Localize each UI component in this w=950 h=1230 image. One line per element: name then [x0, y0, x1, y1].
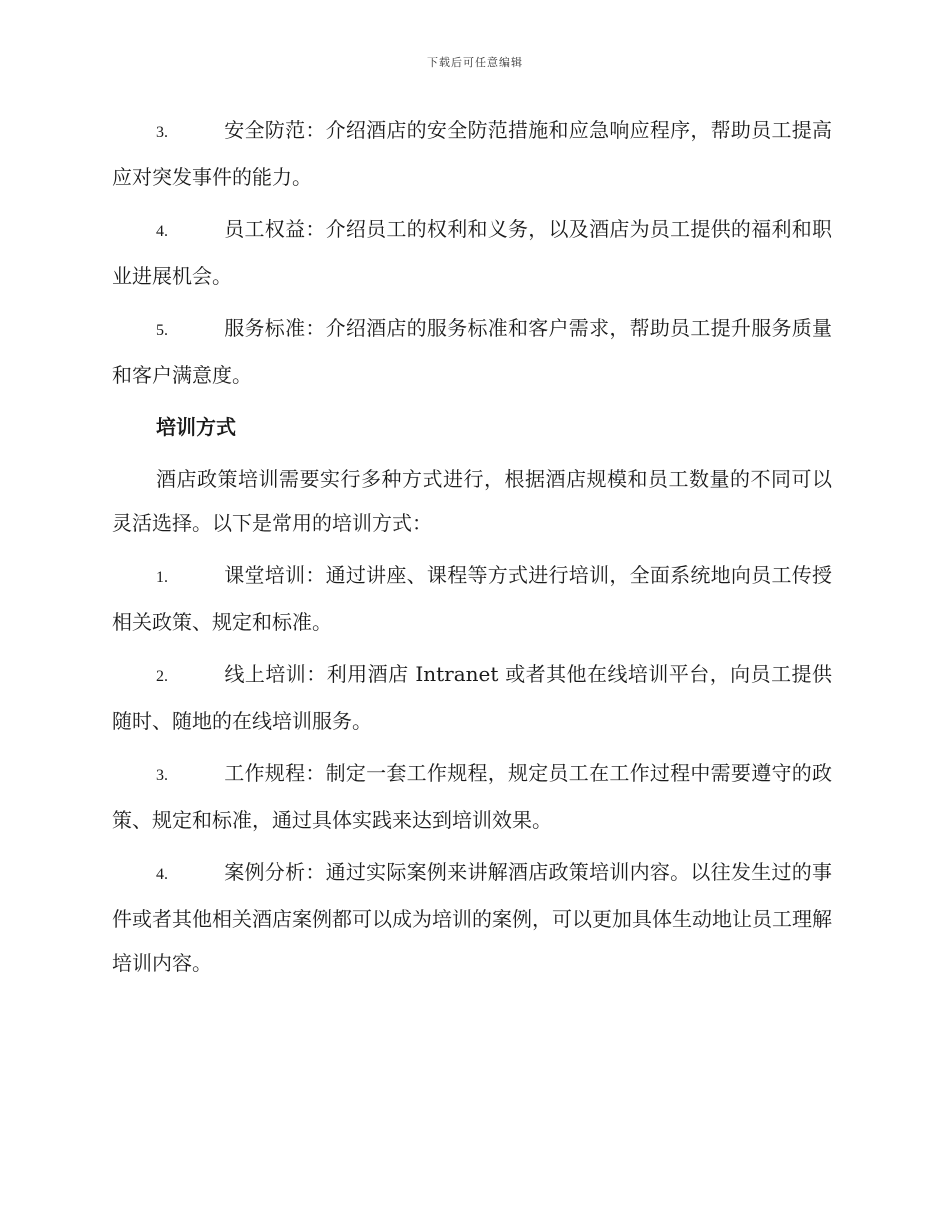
list-item [112, 207, 832, 298]
list-number: 4. [156, 866, 168, 883]
list-item [112, 751, 832, 842]
list-text: 服务标准：介绍酒店的服务标准和客户需求，帮助员工提升服务质量和客户满意度。 [112, 316, 832, 387]
list-number: 3. [156, 124, 168, 141]
list-number: 4. [156, 223, 168, 240]
list-text: 工作规程：制定一套工作规程，规定员工在工作过程中需要遵守的政策、规定和标准，通过具体实践来达到培训效果。 [112, 761, 832, 832]
document-body [112, 108, 832, 993]
list-item [112, 108, 832, 199]
section-heading: 培训方式 [156, 415, 236, 439]
page-header: 下载后可任意编辑 [427, 56, 523, 69]
list-text: 安全防范：介绍酒店的安全防范措施和应急响应程序，帮助员工提高应对突发事件的能力。 [112, 118, 832, 189]
list-item [112, 850, 832, 985]
list-text: 案例分析：通过实际案例来讲解酒店政策培训内容。以往发生过的事件或者其他相关酒店案例都可以成为培训的案例，可以更加具体生动地让员工理解培训内容。 [112, 860, 832, 975]
list-item [112, 652, 832, 743]
list-number: 1. [156, 569, 168, 586]
list-item [112, 306, 832, 397]
intro-paragraph: 酒店政策培训需要实行多种方式进行，根据酒店规模和员工数量的不同可以灵活选择。以下是常用的培训方式： [112, 467, 832, 535]
list-text: 员工权益：介绍员工的权利和义务，以及酒店为员工提供的福利和职业进展机会。 [112, 217, 832, 288]
list-number: 5. [156, 322, 168, 339]
list-text: 线上培训：利用酒店 Intranet 或者其他在线培训平台，向员工提供随时、随地的在线培训服务。 [112, 662, 832, 733]
list-number: 2. [156, 668, 168, 685]
list-item [112, 553, 832, 644]
list-number: 3. [156, 767, 168, 784]
list-text: 课堂培训：通过讲座、课程等方式进行培训，全面系统地向员工传授相关政策、规定和标准。 [112, 563, 832, 634]
